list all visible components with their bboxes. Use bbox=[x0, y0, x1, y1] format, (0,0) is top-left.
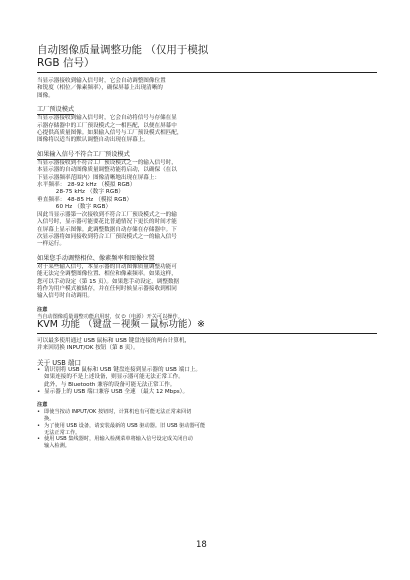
intro-paragraph bbox=[37, 78, 377, 100]
body-line: 一样运行。 bbox=[37, 241, 65, 248]
list-item: • 为了使用 USB 设备，请安装最新的 USB 驱动器。旧 USB 驱动器可能 无法正常工作。 bbox=[37, 423, 377, 437]
page-number: 18 bbox=[196, 540, 207, 550]
usb-port-list bbox=[37, 367, 377, 397]
body-line: 能无法完全调整图像位置、相位和像素频率。如果这样， bbox=[37, 271, 177, 278]
body-line: 在屏幕上显示图像。此调整数据自动存储在存储器中。下 bbox=[37, 226, 177, 233]
intro-line: 图像。 bbox=[37, 92, 54, 99]
list-item: • 即使当按动 INPUT/OK 按钮时，计算机也有可能无法正常来回切 换。 bbox=[37, 409, 377, 423]
note-label: 注意 bbox=[37, 402, 48, 409]
frequency-line: 垂直频率： 48-85 Hz （模拟 RGB） bbox=[37, 196, 133, 203]
section-auto-adjust bbox=[37, 44, 377, 320]
usb-port-block bbox=[37, 359, 377, 397]
kvm-notes-list bbox=[37, 409, 377, 450]
kvm-title: KVM 功能 （键盘－视频－鼠标功能）※ bbox=[37, 319, 205, 330]
list-item: • 使用 USB 集线器时，用输入检测菜单将输入信号设定成关闭自动 输入检测。 bbox=[37, 436, 377, 450]
list-item: • 显示器上的 USB 端口兼容 USB 全速 （最大 12 Mbps）。 bbox=[37, 389, 377, 396]
list-item: • 请识别将 USB 鼠标和 USB 键盘连接到显示器的 USB 端口上。 如果连接的不是上述设备，则显示器可能无法正常工作。 此外，与 Bluetooth 兼容的设备可能无法正常工作。 bbox=[37, 367, 377, 389]
note-text: 当自动图像质量调整功能启用时，仅 ⏻（电源）开关可以操作。 bbox=[37, 313, 183, 320]
body-line: 当显示器接收到输入信号时，它会自动将信号与存储在显 bbox=[37, 115, 177, 122]
kvm-notes-block bbox=[37, 402, 377, 450]
body-line: 将作为用户模式被储存，并在任何时候显示器接收到相同 bbox=[37, 285, 177, 292]
frequency-line: 60 Hz （数字 RGB） bbox=[37, 204, 112, 211]
note-label: 注意 bbox=[37, 306, 48, 313]
body-line: 因此当显示器第一次接收到不符合工厂预设模式之一的输 bbox=[37, 211, 177, 218]
intro-line: 并来回切换 INPUT/OK 按钮（第 8 页）。 bbox=[37, 345, 139, 352]
body-line: 图像将以适当的默认调整自动出现在屏幕上。 bbox=[37, 137, 149, 144]
intro-line: 可以最多使用通过 USB 鼠标和 USB 键盘连接的两台计算机， bbox=[37, 338, 191, 344]
body-line: 当显示器接收到不符合工厂预设模式之一的输入信号时， bbox=[37, 159, 177, 166]
factory-mode-block bbox=[37, 106, 377, 145]
nonmatch-block bbox=[37, 151, 377, 249]
frequency-line: 水平频率： 28-92 kHz （模拟 RGB） bbox=[37, 182, 136, 189]
body-line: 您可以手动设定（第 15 页）。如果您手动设定，调整数据 bbox=[37, 278, 180, 285]
manual-adjust-heading: 如果您手动调整相位、像素频率和图像位置 bbox=[37, 254, 155, 262]
usb-port-heading: 关于 USB 端口 bbox=[37, 358, 82, 367]
kvm-intro bbox=[37, 338, 377, 353]
body-line: 本显示器的自动图像质量调整功能将启动，以确保（在以 bbox=[37, 167, 177, 174]
body-line: 入信号时，显示器可能要花比普通情况下更长的时间才能 bbox=[37, 219, 177, 226]
body-line: 输入信号时自动调用。 bbox=[37, 293, 93, 300]
body-line: 示器存储器中的工厂预设模式之一相匹配，以便在屏幕中 bbox=[37, 122, 177, 129]
title-rule bbox=[37, 72, 377, 73]
section-title-line1: 自动图像质量调整功能 （仅用于模拟 bbox=[37, 44, 209, 56]
title-rule bbox=[37, 333, 377, 334]
section-kvm bbox=[37, 318, 377, 450]
body-line: 次显示器将如同接收到符合工厂预设模式之一的输入信号 bbox=[37, 233, 177, 240]
intro-line: 和锐度（相位／像素频率），确保屏幕上出现清晰的 bbox=[37, 85, 163, 92]
body-line: 心提供高质量图像。如果输入信号与工厂预设模式相匹配， bbox=[37, 130, 183, 137]
section-title-line2: RGB 信号） bbox=[37, 57, 95, 69]
manual-adjust-block bbox=[37, 255, 377, 301]
intro-line: 当显示器接收到输入信号时，它会自动调整图像位置 bbox=[37, 78, 166, 84]
frequency-line: 28-75 kHz （数字 RGB） bbox=[37, 189, 124, 196]
body-line: 对于某些输入信号，本显示器的自动图像质量调整功能可 bbox=[37, 263, 177, 270]
nonmatch-heading: 如果输入信号不符合工厂预设模式 bbox=[37, 150, 130, 158]
factory-mode-heading: 工厂预设模式 bbox=[37, 106, 75, 114]
body-line: 下显示器频率范围内）图像清晰地出现在屏幕上： bbox=[37, 174, 161, 181]
